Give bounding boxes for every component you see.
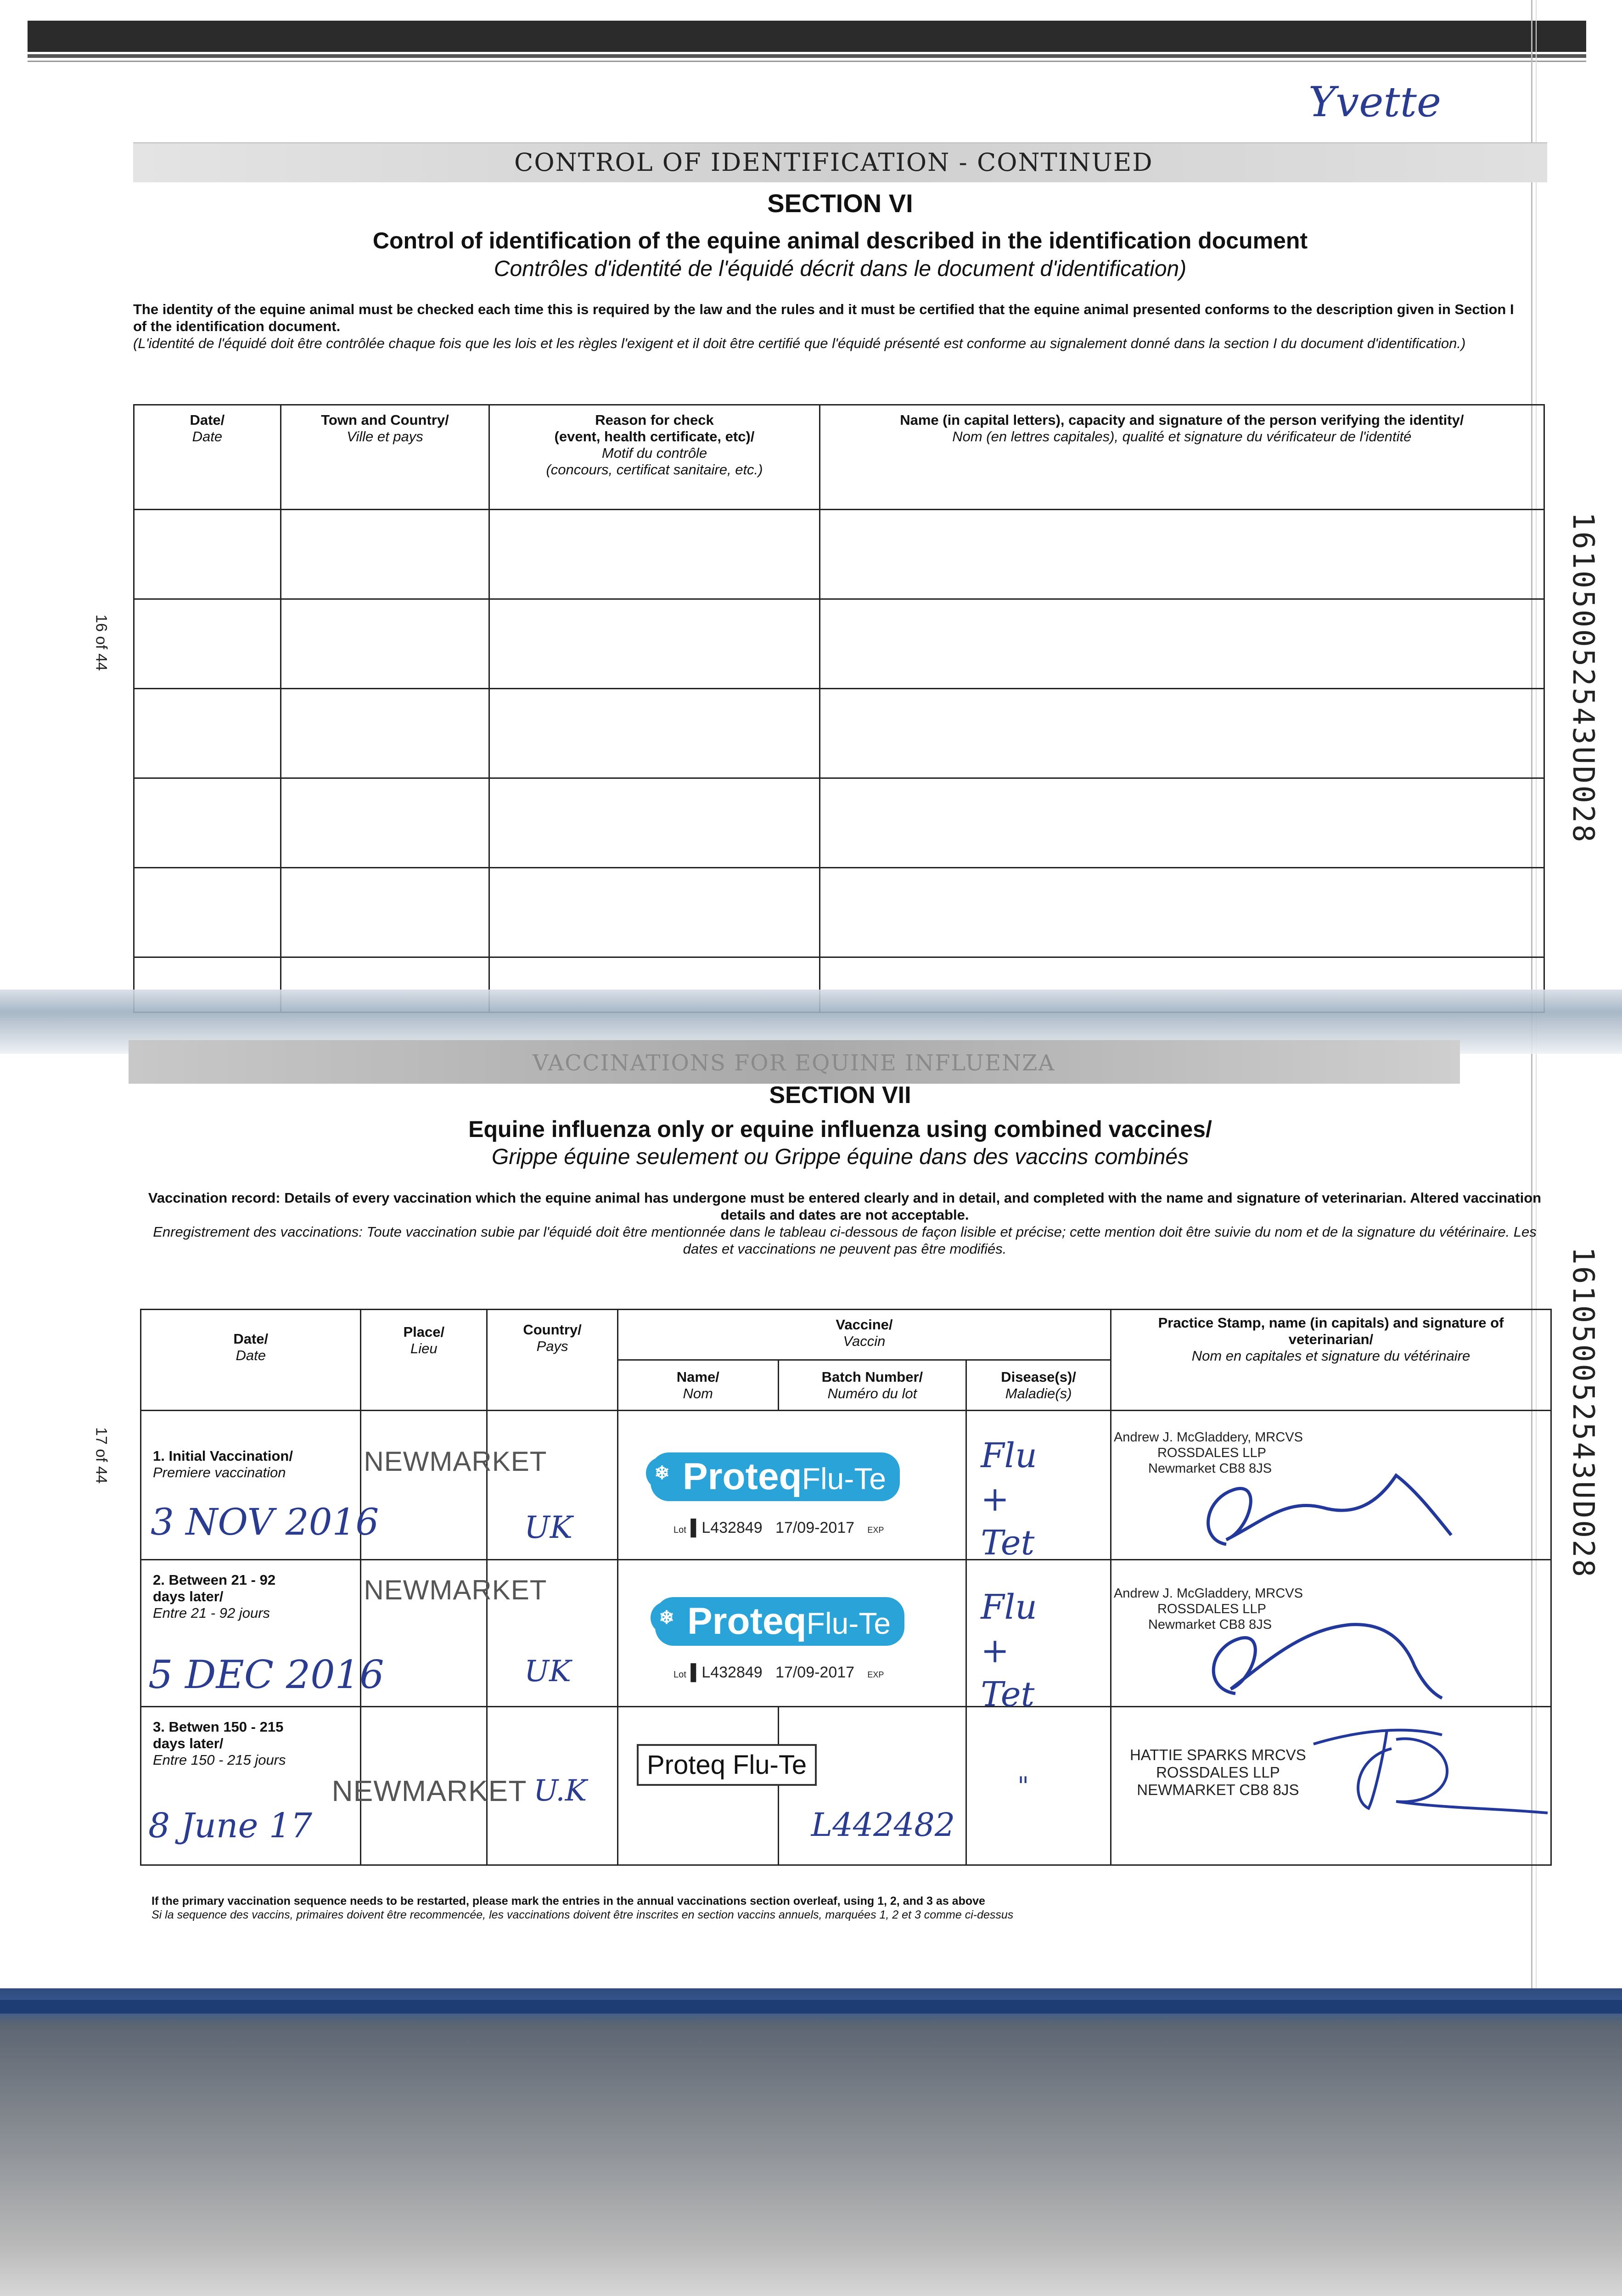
cell-reason[interactable] <box>489 868 819 957</box>
reason-header-en2: (event, health certificate, etc)/ <box>554 428 755 445</box>
row2-vaccine-cell[interactable] <box>617 1560 966 1707</box>
vacc-place-header <box>361 1310 487 1411</box>
row1-handwritten-date: 3 NOV 2016 <box>151 1501 379 1543</box>
section6-label: SECTION VI <box>767 189 913 218</box>
vaccine-drop-icon: ❄ <box>646 1457 678 1489</box>
table-row <box>134 868 1544 957</box>
cell-signature[interactable] <box>819 689 1544 778</box>
row3-vaccine-stamp: Proteq Flu-Te <box>637 1744 817 1786</box>
cell-signature[interactable] <box>819 868 1544 957</box>
row2-vaccine-label <box>655 1597 904 1646</box>
row3-country: U.K <box>533 1774 587 1808</box>
disease-header-fr: Maladie(s) <box>1005 1385 1072 1401</box>
section7-footnote <box>152 1894 1299 1922</box>
row2-vaccine-brand: Proteq <box>687 1600 807 1642</box>
row2-lot: L432849 <box>702 1664 763 1681</box>
vaccination-row-1 <box>141 1411 1551 1560</box>
vaccination-row-3 <box>141 1707 1551 1865</box>
row1-expiry: 17/09-2017 <box>775 1519 855 1536</box>
row2-place-cell[interactable] <box>361 1560 547 1707</box>
date-header-fr: Date <box>192 428 223 445</box>
row3-country-cell[interactable] <box>487 1707 618 1865</box>
country-header-fr: Pays <box>536 1338 568 1354</box>
row1-signature-icon <box>1157 1448 1488 1553</box>
vacc-country-header <box>487 1310 618 1411</box>
name-header-en: Name (in capital letters), capacity and signature of the person verifying the identity/ <box>900 412 1464 428</box>
row3-disease-cell[interactable] <box>966 1707 1111 1865</box>
table-row <box>134 689 1544 778</box>
vacc-vaccine-header <box>617 1310 1111 1360</box>
row3-batch: L442482 <box>811 1806 955 1844</box>
row1-country: UK <box>524 1510 573 1545</box>
row1-vet-practice: ROSSDALES LLP <box>1157 1446 1266 1460</box>
row2-vaccine-suffix: Flu-Te <box>806 1606 891 1640</box>
section7-record-fr: Enregistrement des vaccinations: Toute vaccination subie par l'équidé doit être mentionnée dans le tableau ci-dessous de façon lisible et précise; cette mention doit être suivie du nom et de la signature du vétérinaire. Les dates et vaccinations ne peuvent pas être modifiés. <box>153 1224 1537 1257</box>
row2-vet-practice: ROSSDALES LLP <box>1157 1602 1266 1616</box>
col-name-header <box>819 405 1544 510</box>
row2-lot-line: Lot ▌L432849 17/09-2017 EXP <box>673 1664 884 1681</box>
cell-reason[interactable] <box>489 599 819 689</box>
batch-header-en: Batch Number/ <box>821 1369 923 1385</box>
reason-header-fr: Motif du contrôle <box>601 445 707 461</box>
row3-place-stamp: NEWMARKET <box>331 1774 527 1807</box>
section6-banner <box>133 142 1547 182</box>
section6-title-fr: Contrôles d'identité de l'équidé décrit dans le document d'identification) <box>494 257 1187 281</box>
cell-town[interactable] <box>281 689 489 778</box>
row3-vet-town: NEWMARKET CB8 8JS <box>1137 1781 1299 1798</box>
section7-banner <box>129 1040 1460 1084</box>
stamp-header-en: Practice Stamp, name (in capitals) and signature of veterinarian/ <box>1158 1315 1504 1347</box>
row2-disease-cell[interactable] <box>966 1560 1111 1714</box>
cell-town[interactable] <box>281 778 489 868</box>
row2-vet-town: Newmarket CB8 8JS <box>1148 1617 1272 1632</box>
vacc-date-header <box>141 1310 361 1411</box>
row3-handwritten-date: 8 June 17 <box>148 1806 313 1846</box>
table-row <box>134 778 1544 868</box>
cell-date[interactable] <box>134 689 281 778</box>
row2-vet-cell[interactable] <box>1111 1560 1551 1707</box>
vacc-date-header-en: Date/ <box>233 1331 269 1347</box>
section6-title-en: Control of identification of the equine animal described in the identification document <box>372 228 1308 253</box>
disease-header-en: Disease(s)/ <box>1001 1369 1076 1385</box>
town-header-en: Town and Country/ <box>321 412 449 428</box>
row3-place-cell[interactable] <box>331 1707 527 1865</box>
cell-date[interactable] <box>134 510 281 599</box>
row1-place-stamp: NEWMARKET <box>364 1446 547 1477</box>
row3-signature-icon <box>1304 1716 1552 1822</box>
row1-disease: Flu + Tet <box>981 1436 1037 1563</box>
row1-place-cell[interactable] <box>361 1411 547 1560</box>
row1-label-fr: Premiere vaccination <box>153 1464 286 1480</box>
page-number-17: 17 of 44 <box>92 1427 110 1484</box>
vaccination-table <box>140 1309 1552 1866</box>
vaccine-drop-icon: ❄ <box>651 1602 683 1634</box>
cell-reason[interactable] <box>489 510 819 599</box>
row3-label-en: 3. Betwen 150 - 215 days later/ <box>153 1719 284 1751</box>
cell-town[interactable] <box>281 599 489 689</box>
vaccine-name-header-en: Name/ <box>676 1369 719 1385</box>
section7-title-en: Equine influenza only or equine influenza using combined vaccines/ <box>468 1116 1212 1142</box>
vacc-stamp-header <box>1111 1310 1551 1411</box>
row2-place-stamp: NEWMARKET <box>364 1575 547 1605</box>
cell-date[interactable] <box>134 778 281 868</box>
vaccine-name-header-fr: Nom <box>683 1385 713 1401</box>
row2-exp-label: EXP <box>867 1670 884 1679</box>
row2-date-cell[interactable] <box>141 1560 384 1707</box>
reason-header-en: Reason for check <box>595 412 714 428</box>
section7-label: SECTION VII <box>769 1082 911 1109</box>
scanner-bottom-edge <box>0 2000 1622 2014</box>
cell-reason[interactable] <box>489 778 819 868</box>
section6-instructions-fr: (L'identité de l'équidé doit être contrôlée chaque fois que les lois et les règles l'exigent et il doit être certifié que l'équidé présenté est conforme au signalement donné dans la section I du document d'identification.) <box>133 335 1466 351</box>
row1-disease-cell[interactable] <box>966 1411 1111 1563</box>
row1-date-cell[interactable] <box>141 1411 379 1560</box>
scanner-bottom-shadow <box>0 1988 1622 2296</box>
footnote-fr: Si la sequence des vaccins, primaires doivent être recommencée, les vaccinations doivent être inscrites en section vaccins annuels, marquées 1, 2 et 3 comme ci-dessus <box>152 1908 1014 1921</box>
cell-town[interactable] <box>281 868 489 957</box>
handwritten-name: Yvette <box>1308 78 1442 126</box>
row2-lot-prefix: Lot <box>673 1670 686 1680</box>
row2-label-fr: Entre 21 - 92 jours <box>153 1605 270 1621</box>
row1-vet-cell[interactable] <box>1111 1411 1551 1560</box>
row2-label-en: 2. Between 21 - 92 days later/ <box>153 1572 276 1604</box>
row2-disease: Flu + Tet <box>981 1587 1037 1714</box>
row2-expiry: 17/09-2017 <box>775 1664 855 1681</box>
vacc-batch-header <box>778 1360 966 1411</box>
country-header-en: Country/ <box>523 1322 582 1338</box>
col-reason-header <box>489 405 819 510</box>
place-header-fr: Lieu <box>410 1340 438 1356</box>
row1-lot-prefix: Lot <box>673 1525 686 1535</box>
place-header-en: Place/ <box>403 1324 445 1340</box>
row2-handwritten-date: 5 DEC 2016 <box>148 1652 384 1697</box>
row1-vet-town: Newmarket CB8 8JS <box>1148 1461 1272 1476</box>
scan-top-edge <box>0 0 1622 23</box>
section7-title-fr: Grippe équine seulement ou Grippe équine dans des vaccins combinés <box>491 1145 1189 1169</box>
row1-exp-label: EXP <box>867 1525 884 1535</box>
row3-label-fr: Entre 150 - 215 jours <box>153 1752 286 1768</box>
row2-signature-icon <box>1157 1588 1488 1703</box>
name-header-fr: Nom (en lettres capitales), qualité et signature du vérificateur de l'identité <box>952 428 1412 445</box>
section6-instructions-en: The identity of the equine animal must be checked each time this is required by the law and the rules and it must be certified that the equine animal presented conforms to the description given in Section I of the identification document. <box>133 301 1514 334</box>
vaccination-row-2 <box>141 1560 1551 1707</box>
section7-banner-title: VACCINATIONS FOR EQUINE INFLUENZA <box>533 1050 1055 1076</box>
section6-banner-title: CONTROL OF IDENTIFICATION - CONTINUED <box>514 148 1153 177</box>
row1-lot: L432849 <box>702 1519 763 1536</box>
col-town-header <box>281 405 489 510</box>
vacc-name-header <box>617 1360 778 1411</box>
cell-signature[interactable] <box>819 778 1544 868</box>
row1-vaccine-brand: Proteq <box>682 1456 802 1497</box>
section7-record <box>147 1189 1543 1257</box>
row1-label-en: 1. Initial Vaccination/ <box>153 1448 293 1464</box>
cell-reason[interactable] <box>489 689 819 778</box>
row3-vet-cell[interactable] <box>1111 1707 1551 1865</box>
row3-vet-stamp <box>1130 1746 1306 1799</box>
table-row <box>134 599 1544 689</box>
row3-vet-practice: ROSSDALES LLP <box>1156 1764 1280 1781</box>
table-row <box>134 510 1544 599</box>
identification-check-table <box>133 404 1545 1013</box>
footnote-en: If the primary vaccination sequence needs to be restarted, please mark the entries in the annual vaccinations section overleaf, using 1, 2, and 3 as above <box>152 1895 985 1908</box>
row3-batch-cell[interactable] <box>778 1707 966 1865</box>
reason-header-fr2: (concours, certificat sanitaire, etc.) <box>546 461 763 478</box>
row1-lot-line: Lot ▌L432849 17/09-2017 EXP <box>673 1519 884 1536</box>
row1-vaccine-cell[interactable] <box>617 1411 966 1560</box>
stamp-header-fr: Nom en capitales et signature du vétérinaire <box>1191 1348 1470 1364</box>
row2-vet-name: Andrew J. McGladdery, MRCVS <box>1113 1586 1303 1601</box>
cell-date[interactable] <box>134 599 281 689</box>
row1-vet-name: Andrew J. McGladdery, MRCVS <box>1113 1430 1303 1445</box>
row3-date-cell[interactable] <box>141 1707 361 1865</box>
town-header-fr: Ville et pays <box>347 428 423 445</box>
page-number-16: 16 of 44 <box>92 614 110 671</box>
date-header-en: Date/ <box>190 412 225 428</box>
row3-vet-name: HATTIE SPARKS MRCVS <box>1129 1746 1306 1763</box>
serial-number-bottom: 161050052543UD028 <box>1566 1247 1600 1579</box>
vacc-disease-header <box>966 1360 1111 1411</box>
row1-vaccine-label <box>651 1452 900 1501</box>
cell-signature[interactable] <box>819 599 1544 689</box>
batch-header-fr: Numéro du lot <box>827 1385 917 1401</box>
row3-disease-ditto: " <box>1017 1772 1029 1801</box>
cell-date[interactable] <box>134 868 281 957</box>
section6-instructions <box>133 301 1529 352</box>
vaccine-header-en: Vaccine/ <box>836 1317 893 1333</box>
col-date-header <box>134 405 281 510</box>
serial-number-top: 161050052543UD028 <box>1566 512 1600 844</box>
vacc-date-header-fr: Date <box>236 1347 266 1363</box>
row1-country-cell[interactable] <box>487 1411 618 1560</box>
vaccine-header-fr: Vaccin <box>843 1333 886 1349</box>
row2-country: UK <box>524 1654 571 1688</box>
row3-vaccine-name-cell[interactable] <box>617 1707 807 1865</box>
cell-town[interactable] <box>281 510 489 599</box>
row1-vaccine-suffix: Flu-Te <box>802 1462 887 1496</box>
cell-signature[interactable] <box>819 510 1544 599</box>
row2-country-cell[interactable] <box>487 1560 618 1707</box>
section7-record-en: Vaccination record: Details of every vaccination which the equine animal has undergone must be entered clearly and in detail, and completed with the name and signature of veterinarian. Altered vaccination details and dates are not acceptable. <box>148 1190 1542 1223</box>
